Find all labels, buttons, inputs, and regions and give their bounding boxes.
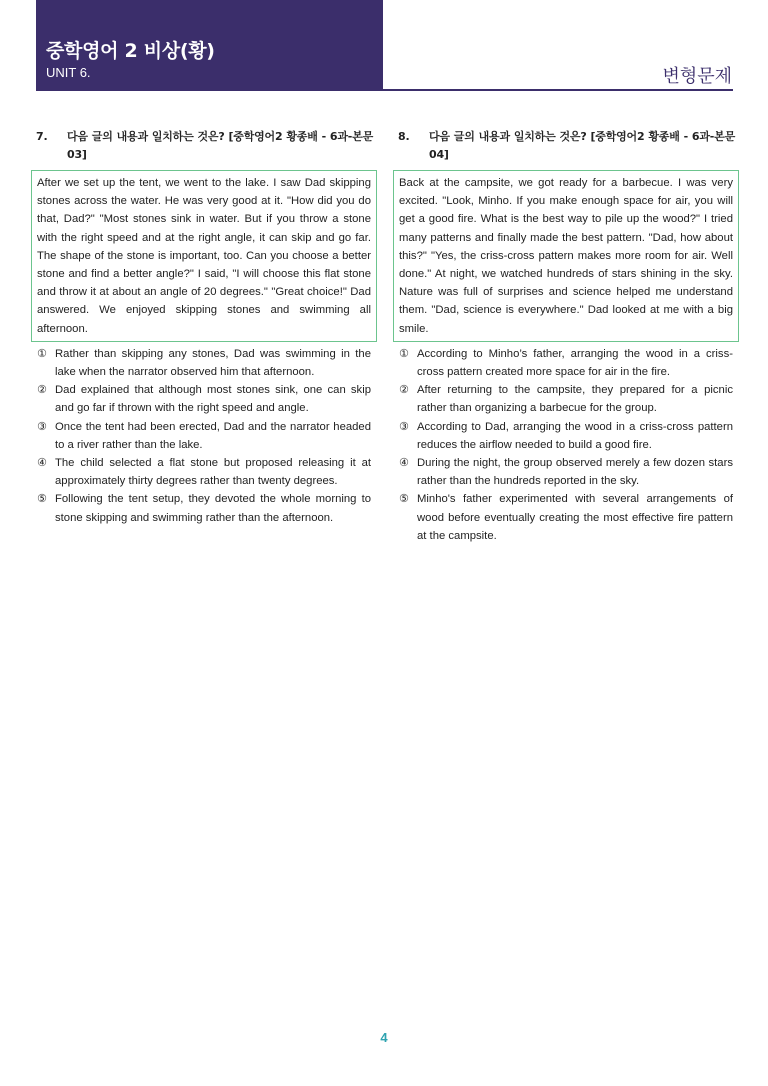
answer-option-1[interactable] xyxy=(31,345,377,381)
option-marker: ⑤ xyxy=(399,492,409,506)
page-number: 4 xyxy=(380,1030,388,1045)
option-text: After returning to the campsite, they prepared for a picnic rather than organizing a barbecue for the group. xyxy=(417,384,733,415)
reading-passage: Back at the campsite, we got ready for a barbecue. I was very excited. "Look, Minho. If you make enough space for air, you will get a good fire. What is the best way to pile up the wood?" I tried many patterns and finally made the best pattern. "Dad, how about this?" "Yes, the criss-cross pattern makes more room for air. Well done." At night, we watched hundreds of stars shining in the sky. Nature was full of surprises and science helped me understand them. "Dad, science is everywhere." Dad looked at me with a big smile. xyxy=(393,170,739,342)
reading-passage: After we set up the tent, we went to the lake. I saw Dad skipping stones across the water. He was very good at it. "How did you do that, Dad?" "Most stones sink in water. But if you throw a stone with the right speed and at the right angle, it can skip and go far. The shape of the stone is important, too. Can you choose a better stone and find a better angle?" I said, "I will choose this flat stone and throw it at about an angle of 20 degrees." "Great choice!" Dad answered. We enjoyed skipping stones and swimming all afternoon. xyxy=(31,170,377,342)
answer-option-1[interactable] xyxy=(393,345,739,381)
option-marker: ② xyxy=(37,383,47,397)
option-text: Once the tent had been erected, Dad and the narrator headed to a river rather than the lake. xyxy=(55,420,371,451)
answer-option-2[interactable] xyxy=(393,381,739,417)
answer-option-3[interactable] xyxy=(393,418,739,454)
unit-label: UNIT 6. xyxy=(46,65,91,80)
option-marker: ① xyxy=(37,346,47,360)
question-number: 8. xyxy=(398,130,410,143)
option-text: Minho's father experimented with several arrangements of wood before eventually creating the most effective fire pattern at the campsite. xyxy=(417,493,733,542)
option-text: During the night, the group observed merely a few dozen stars rather than the hundreds reported in the sky. xyxy=(417,457,733,488)
answer-option-2[interactable] xyxy=(31,381,377,417)
worksheet-type-label: 변형문제 xyxy=(662,66,732,87)
answer-options xyxy=(31,345,377,527)
option-marker: ④ xyxy=(399,456,409,470)
option-marker: ④ xyxy=(37,456,47,470)
answer-option-4[interactable] xyxy=(393,454,739,490)
option-text: The child selected a flat stone but proposed releasing it at approximately thirty degrees rather than twenty degrees. xyxy=(55,457,371,488)
header-banner xyxy=(36,0,383,91)
option-marker: ② xyxy=(399,383,409,397)
textbook-title: 중학영어 2 비상(황) xyxy=(46,40,215,62)
question-title xyxy=(393,128,739,164)
option-marker: ③ xyxy=(399,419,409,433)
answer-option-5[interactable] xyxy=(31,490,377,526)
option-text: Rather than skipping any stones, Dad was swimming in the lake when the narrator observed him that afternoon. xyxy=(55,347,371,379)
answer-option-5[interactable] xyxy=(393,490,739,545)
answer-options xyxy=(393,345,739,545)
option-text: According to Dad, arranging the wood in a criss-cross pattern reduces the airflow needed to build a good fire. xyxy=(417,420,733,451)
option-marker: ① xyxy=(399,346,409,360)
question-number: 7. xyxy=(36,130,48,143)
answer-option-4[interactable] xyxy=(31,454,377,490)
answer-option-3[interactable] xyxy=(31,418,377,454)
option-marker: ③ xyxy=(37,419,47,433)
option-text: According to Minho’s father, arranging the wood in a criss-cross pattern created more space for air in the fire. xyxy=(417,347,733,379)
question-prompt: 다음 글의 내용과 일치하는 것은? [중학영어2 황종배 - 6과-본문 03] xyxy=(67,130,373,161)
header-divider xyxy=(383,89,733,91)
question-8 xyxy=(393,128,739,545)
question-7 xyxy=(31,128,377,527)
question-prompt: 다음 글의 내용과 일치하는 것은? [중학영어2 황종배 - 6과-본문 04] xyxy=(429,130,735,161)
option-text: Following the tent setup, they devoted the whole morning to stone skipping and swimming rather than the afternoon. xyxy=(55,493,371,524)
option-text: Dad explained that although most stones sink, one can skip and go far if thrown with the right speed and angle. xyxy=(55,384,371,415)
option-marker: ⑤ xyxy=(37,492,47,506)
question-title xyxy=(31,128,377,164)
